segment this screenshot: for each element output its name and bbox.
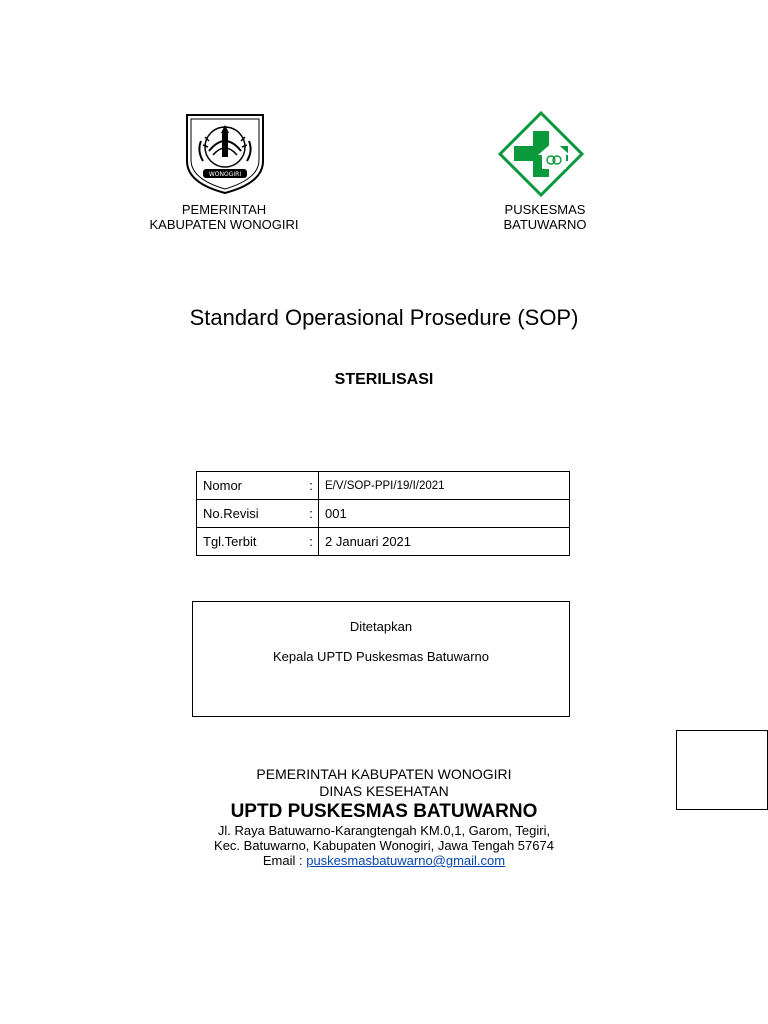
- right-caption-line2: BATUWARNO: [503, 217, 587, 232]
- left-logo-caption: [124, 202, 324, 232]
- info-colon: :: [304, 472, 319, 500]
- left-caption-line1: PEMERINTAH: [181, 202, 267, 217]
- crest-text: WONOGIRI: [208, 171, 242, 178]
- table-row: [197, 472, 570, 500]
- document-info-table: [196, 471, 570, 556]
- email-label: Email :: [262, 853, 307, 868]
- puskesmas-green-cross-icon: [498, 111, 584, 197]
- table-row: [197, 500, 570, 528]
- info-colon: :: [304, 500, 319, 528]
- email-link[interactable]: puskesmasbatuwarno@gmail.com: [306, 853, 506, 868]
- info-value: 001: [319, 500, 570, 528]
- document-title: Standard Operasional Prosedure (SOP): [189, 305, 579, 330]
- info-colon: :: [304, 528, 319, 556]
- footer-government: PEMERINTAH KABUPATEN WONOGIRI: [256, 766, 512, 782]
- approval-box: [192, 601, 570, 717]
- footer: [0, 766, 768, 868]
- footer-organization: UPTD PUSKESMAS BATUWARNO: [230, 801, 538, 822]
- info-label: No.Revisi: [197, 500, 305, 528]
- approval-signatory: Kepala UPTD Puskesmas Batuwarno: [272, 649, 490, 664]
- footer-address-line1: Jl. Raya Batuwarno-Karangtengah KM.0,1, Garom, Tegiri,: [217, 823, 551, 838]
- info-value: 2 Januari 2021: [319, 528, 570, 556]
- footer-email-line: [0, 853, 768, 868]
- right-logo-caption: [455, 202, 635, 232]
- info-value: E/V/SOP-PPI/19/I/2021: [319, 472, 570, 500]
- right-caption-line1: PUSKESMAS: [504, 202, 586, 217]
- info-label: Tgl.Terbit: [197, 528, 305, 556]
- table-row: [197, 528, 570, 556]
- info-label: Nomor: [197, 472, 305, 500]
- footer-department: DINAS KESEHATAN: [319, 783, 449, 799]
- left-caption-line2: KABUPATEN WONOGIRI: [149, 217, 299, 232]
- footer-address-line2: Kec. Batuwarno, Kabupaten Wonogiri, Jawa Tengah 57674: [214, 838, 554, 853]
- approval-heading: Ditetapkan: [349, 619, 413, 634]
- wonogiri-regency-crest-icon: [183, 111, 267, 195]
- document-subtitle: STERILISASI: [334, 371, 434, 388]
